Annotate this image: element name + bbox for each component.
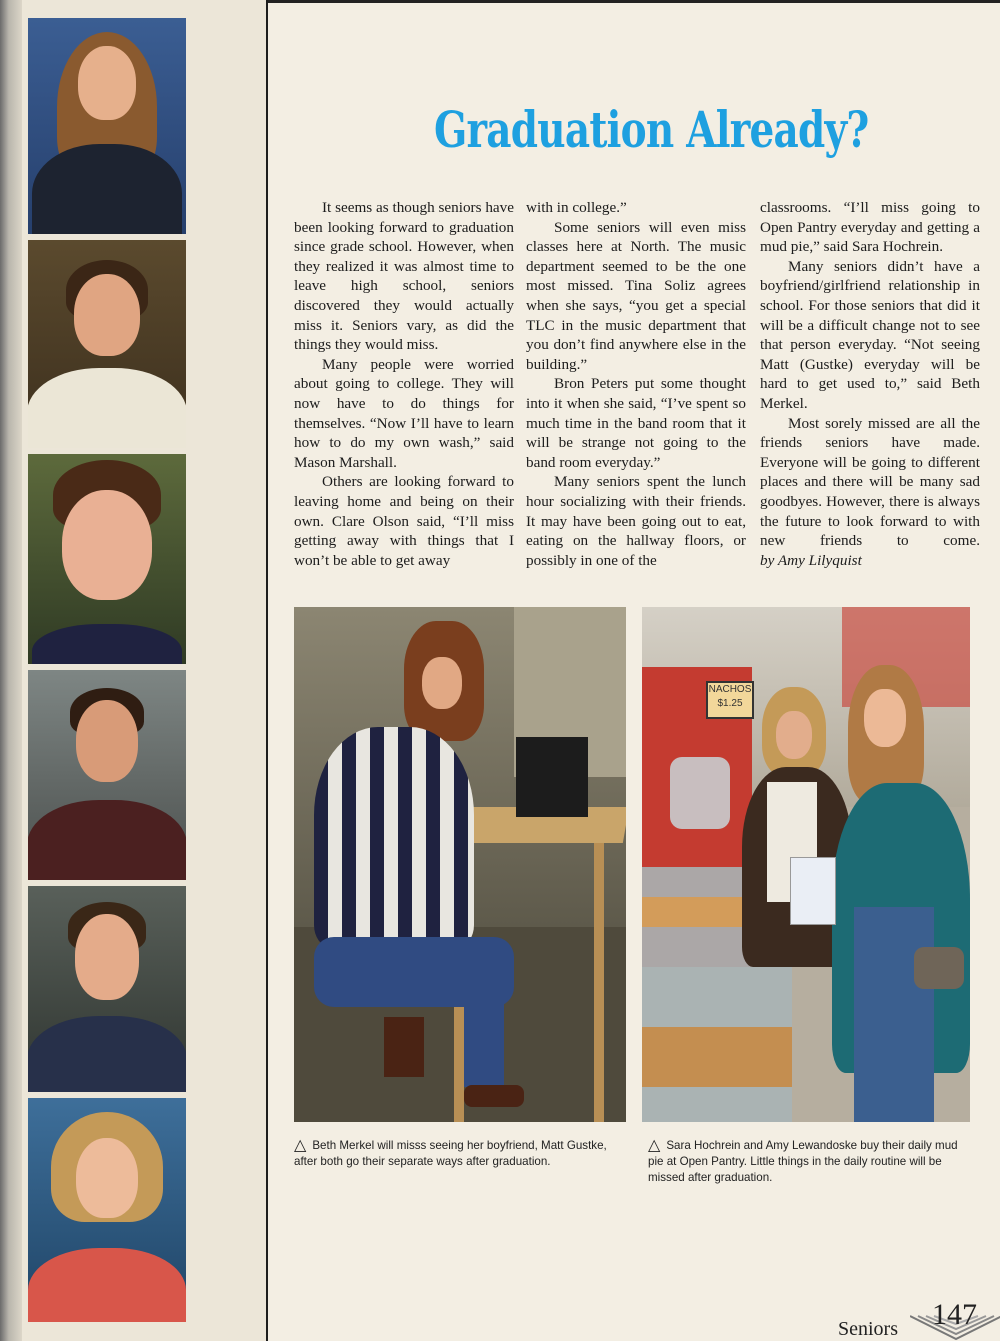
paragraph: It seems as though seniors have been looking forward to graduation since grade school. However, when they realized it was almost time to leave high school, seniors discovered they would actually miss it. Seniors vary, as did the things they would miss.	[294, 199, 514, 354]
triangle-icon: △	[648, 1137, 661, 1154]
caption-left-text: Beth Merkel will misss seeing her boyfriend, Matt Gustke, after both go their separate ways after graduation.	[294, 1139, 607, 1168]
paragraph: with in college.”	[526, 199, 627, 216]
page-number: 147	[932, 1298, 977, 1331]
paragraph: Many people were worried about going to college. They will now have to do things for themselves. “Now I’ll have to learn how to do my own wash,” said Mason Marshall.	[294, 355, 514, 471]
article-column-2	[526, 198, 746, 570]
article-column-1	[294, 198, 514, 570]
senior-portrait	[28, 886, 186, 1092]
top-rule	[268, 0, 1000, 3]
senior-portrait	[28, 240, 186, 448]
senior-portrait	[28, 454, 186, 664]
caption-left	[294, 1138, 626, 1170]
section-label: Seniors	[838, 1318, 898, 1340]
paragraph: Some seniors will even miss classes here at North. The music department seemed to be the one most missed. Tina Soliz agrees when she says, “you get a special TLC in the music department that you don’t find anywhere else in the building.”	[526, 218, 746, 373]
paragraph: Others are looking forward to leaving home and being on their own. Clare Olson said, “I’ll miss getting away with things that I won’t be able to get away	[294, 473, 514, 569]
triangle-icon: △	[294, 1137, 307, 1154]
photo-student-at-table	[294, 607, 626, 1122]
caption-right-text: Sara Hochrein and Amy Lewandoske buy their daily mud pie at Open Pantry. Little things in the daily routine will be missed after graduation.	[648, 1139, 958, 1184]
yearbook-page	[266, 0, 1000, 1341]
book-binding	[0, 0, 22, 1341]
caption-right	[648, 1138, 974, 1186]
paragraph: Many seniors didn’t have a boyfriend/girlfriend relationship in school. For those seniors that did it will be a difficult change not to see that person everyday. “Not seeing Matt (Gustke) everyday will be hard to get used to,” said Beth Merkel.	[760, 257, 980, 412]
article-title: Graduation Already?	[434, 100, 869, 159]
paragraph	[760, 414, 980, 571]
paragraph: Many seniors spent the lunch hour socializing with their friends. It may have been going out to eat, eating on the hallway floors, or possibly in one of the	[526, 473, 746, 569]
article-column-3	[760, 198, 980, 570]
byline: by Amy Lilyquist	[760, 551, 862, 569]
nachos-sign-text: NACHOS	[708, 684, 752, 695]
price-text: $1.25	[717, 698, 743, 709]
senior-portrait-strip	[24, 18, 188, 1328]
senior-portrait	[28, 1098, 186, 1322]
paragraph: classrooms. “I’ll miss going to Open Pantry everyday and getting a mud pie,” said Sara Hochrein.	[760, 199, 980, 256]
senior-portrait	[28, 670, 186, 880]
photo-open-pantry	[642, 607, 970, 1122]
paragraph-text: Most sorely missed are all the friends seniors have made. Everyone will be going to different places and there will be many sad goodbyes. However, there is always the future to look forward to with new friends to come.	[760, 414, 980, 550]
paragraph: Bron Peters put some thought into it when she said, “I’ve spent so much time in the band room that it will be strange not going to the band room everyday.”	[526, 375, 746, 471]
senior-portrait	[28, 18, 186, 234]
nachos-sign	[706, 681, 754, 719]
